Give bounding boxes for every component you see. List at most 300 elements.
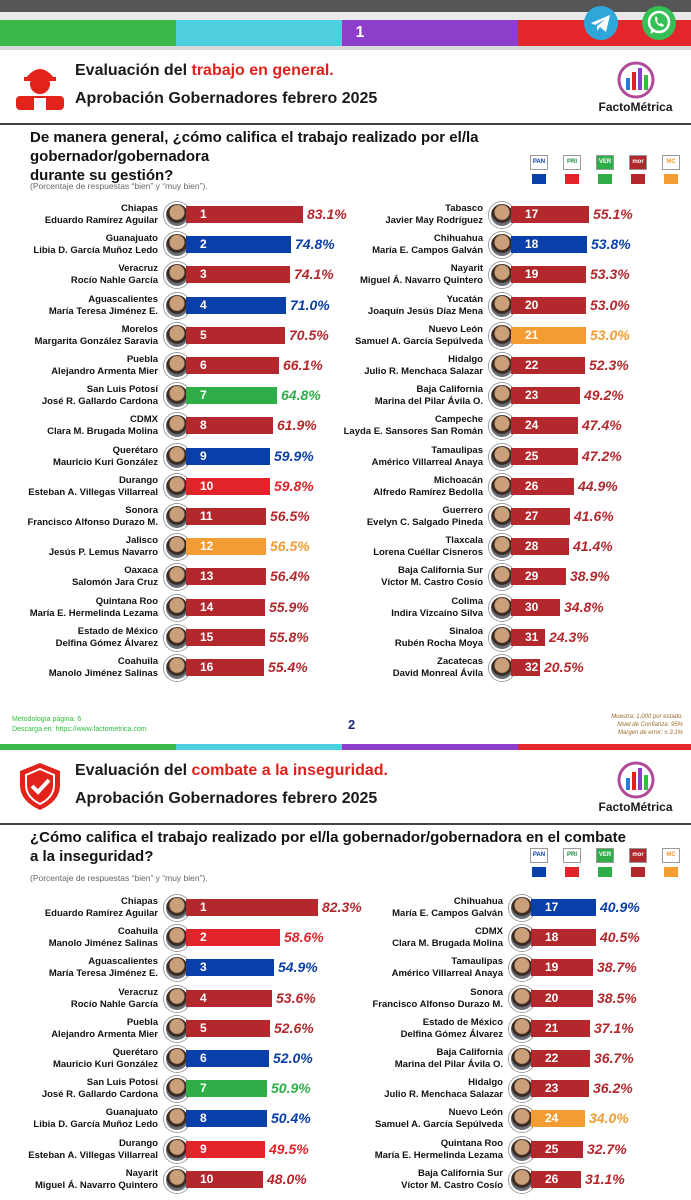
worker-icon (14, 60, 66, 112)
state-name: Nayarit (125, 1167, 158, 1179)
percent-label: 53.0% (590, 326, 630, 343)
percent-label: 56.5% (270, 538, 310, 555)
state-name: Sinaloa (449, 625, 483, 637)
title-highlight: combate a la inseguridad. (191, 762, 388, 779)
governor-name: Marina del Pilar Ávila O. (374, 396, 483, 408)
response-note: (Porcentaje de respuestas “bien” y “muy bien”). (30, 181, 208, 191)
response-note: (Porcentaje de respuestas “bien” y “muy bien”). (30, 873, 208, 883)
bar-11 (186, 508, 266, 525)
rank-number: 5 (200, 327, 207, 342)
rank-number: 2 (200, 930, 207, 945)
state-name: Morelos (121, 323, 158, 335)
governor-name: María E. Hermelinda Lezama (374, 1149, 503, 1161)
percent-label: 41.6% (574, 508, 614, 524)
rank-number: 22 (525, 358, 539, 372)
state-name: Nayarit (450, 263, 483, 275)
bar-5 (186, 1020, 270, 1037)
party-swatch-pri (565, 174, 579, 184)
party-logo-verde-icon: VER (596, 155, 614, 170)
governor-label (10, 953, 158, 983)
panel-subtitle: Aprobación Gobernadores febrero 2025 (75, 90, 378, 107)
top-bar (0, 0, 691, 46)
percent-label: 53.3% (590, 266, 630, 283)
governor-name: Rubén Rocha Moya (394, 637, 483, 649)
percent-label: 24.3% (549, 628, 589, 645)
party-legend-item-pan (530, 848, 548, 877)
rank-number: 6 (200, 1051, 207, 1065)
rank-number: 10 (200, 1171, 214, 1186)
percent-label: 52.0% (273, 1050, 313, 1066)
rank-number: 20 (545, 990, 559, 1005)
bar-17 (531, 899, 596, 916)
governor-label (10, 411, 158, 441)
state-name: Estado de México (422, 1016, 503, 1028)
bar-13 (186, 568, 266, 585)
state-name: Quintana Roo (440, 1137, 503, 1149)
governor-label (10, 593, 158, 623)
bar-12 (186, 538, 266, 555)
state-name: San Luis Potosí (86, 384, 158, 396)
governor-label (355, 953, 503, 983)
governor-name: Evelyn C. Salgado Pineda (366, 517, 483, 528)
state-name: Coahuila (117, 926, 158, 938)
percent-label: 55.1% (593, 206, 633, 222)
percent-label: 70.5% (289, 326, 329, 343)
state-name: Aguascalientes (88, 293, 158, 305)
panel-title (75, 762, 388, 780)
governor-label (10, 923, 158, 953)
state-name: Sonora (125, 505, 158, 516)
rank-number: 10 (200, 478, 214, 493)
governor-name: Alfredo Ramírez Bedolla (373, 486, 483, 498)
rank-number: 13 (200, 569, 214, 584)
governor-label (335, 321, 483, 351)
governor-name: Manolo Jiménez Salinas (48, 668, 158, 679)
state-name: Guerrero (442, 505, 483, 516)
question-line-2: durante su gestión? (30, 167, 174, 184)
governor-label (335, 291, 483, 321)
bar-29 (511, 568, 566, 585)
percent-label: 50.4% (271, 1110, 311, 1127)
percent-label: 56.4% (270, 568, 310, 585)
brand-name: FactoMétrica (598, 800, 673, 814)
confidence-note: Nivel de Confianza: 95% (617, 722, 683, 728)
governor-label (10, 442, 158, 472)
state-name: Chihuahua (433, 233, 483, 245)
governor-name: Eduardo Ramírez Aguilar (44, 215, 158, 226)
rank-number: 21 (545, 1020, 559, 1035)
sample-note: Muestra: 1,000 por estado. (611, 714, 683, 720)
governor-name: Américo Villarreal Anaya (371, 456, 483, 468)
percent-label: 82.3% (322, 899, 362, 915)
governor-label (335, 442, 483, 472)
rank-number: 16 (200, 660, 214, 674)
bar-23 (531, 1080, 589, 1097)
state-name: Querétaro (112, 1047, 158, 1058)
percent-label: 56.5% (270, 508, 310, 524)
color-band-cyan (176, 20, 342, 46)
percent-label: 49.5% (269, 1140, 309, 1157)
state-name: Nuevo León (448, 1107, 503, 1119)
percent-label: 59.9% (274, 447, 314, 464)
bar-16 (186, 659, 264, 676)
state-name: Yucatán (446, 293, 483, 305)
governor-label (335, 623, 483, 653)
governor-label (335, 502, 483, 532)
state-name: Chihuahua (453, 896, 503, 907)
governor-name: Víctor M. Castro Cosío (381, 577, 483, 589)
state-name: Colima (451, 595, 483, 607)
panel-header (0, 50, 691, 122)
party-logo-pri-icon: PRI (563, 848, 581, 863)
percent-label: 53.8% (591, 236, 631, 253)
panel-subtitle: Aprobación Gobernadores febrero 2025 (75, 790, 378, 807)
governor-name: Julio R. Menchaca Salazar (364, 366, 483, 377)
percent-label: 36.2% (593, 1080, 633, 1097)
party-swatch-pri (565, 867, 579, 877)
percent-label: 55.8% (269, 628, 309, 645)
governor-name: Víctor M. Castro Cosío (401, 1179, 503, 1191)
bar-10 (186, 478, 270, 495)
rank-number: 20 (525, 297, 539, 312)
state-name: CDMX (475, 926, 503, 938)
bar-10 (186, 1171, 263, 1188)
bar-15 (186, 629, 265, 646)
state-name: Sonora (470, 986, 503, 998)
percent-label: 66.1% (283, 357, 323, 373)
rank-number: 3 (200, 267, 207, 282)
rank-number: 19 (545, 960, 559, 975)
state-name: Campeche (434, 414, 483, 426)
bar-7 (186, 1080, 267, 1097)
governor-label (335, 200, 483, 230)
state-name: Baja California Sur (398, 565, 483, 577)
party-logo-pri-icon: PRI (563, 155, 581, 170)
governor-name: Delfina Gómez Álvarez (400, 1028, 503, 1040)
governor-name: Eduardo Ramírez Aguilar (44, 908, 158, 919)
rank-number: 2 (200, 237, 207, 252)
panel-title (75, 62, 334, 80)
rank-number: 23 (525, 388, 539, 403)
percent-label: 55.4% (268, 659, 308, 675)
rank-number: 3 (200, 960, 207, 975)
governor-name: Joaquín Jesús Díaz Mena (367, 305, 483, 317)
governor-label (335, 562, 483, 592)
percent-label: 32.7% (587, 1140, 627, 1157)
party-logo-morena-icon: mor (629, 155, 647, 170)
governor-name: Marina del Pilar Ávila O. (394, 1059, 503, 1070)
governor-label (335, 351, 483, 381)
rank-number: 4 (200, 297, 207, 312)
party-swatch-verde (598, 867, 612, 877)
header-divider (0, 123, 691, 125)
shield-check-icon (14, 760, 66, 812)
logo-chart-icon (588, 758, 683, 800)
percent-label: 74.8% (295, 236, 335, 253)
party-legend-item-pri (563, 155, 581, 184)
percent-label: 50.9% (271, 1080, 311, 1097)
percent-label: 47.4% (582, 417, 622, 434)
governor-name: Indira Vizcaíno Silva (391, 607, 483, 619)
percent-label: 36.7% (594, 1050, 634, 1066)
governor-label (335, 411, 483, 441)
rank-number: 18 (525, 237, 539, 252)
governor-label (10, 1135, 158, 1165)
governor-label (10, 532, 158, 562)
rank-number: 24 (525, 418, 539, 433)
rank-number: 1 (200, 900, 207, 914)
party-logo-morena-icon: mor (629, 848, 647, 863)
governor-name: Manolo Jiménez Salinas (48, 938, 158, 950)
rank-number: 17 (525, 207, 539, 221)
bar-20 (531, 990, 593, 1007)
governor-name: Margarita González Saravia (34, 335, 158, 347)
panel-header (0, 750, 691, 822)
rank-number: 25 (525, 448, 539, 463)
state-name: Guanajuato (105, 1107, 158, 1119)
percent-label: 40.9% (600, 899, 640, 915)
state-name: Baja California (436, 1047, 503, 1058)
percent-label: 64.8% (281, 387, 321, 404)
governor-name: Miguel Á. Navarro Quintero (35, 1179, 158, 1191)
error-margin-note: Margen de error: ± 3.1% (618, 730, 683, 736)
state-name: Oaxaca (124, 565, 158, 577)
governor-label (355, 1135, 503, 1165)
governor-name: David Monreal Ávila (392, 668, 483, 679)
state-name: Hidalgo (448, 354, 483, 365)
governor-label (335, 653, 483, 683)
governor-label (10, 1044, 158, 1074)
party-legend-item-verde (596, 848, 614, 877)
percent-label: 47.2% (582, 447, 622, 464)
party-legend-item-morena (629, 848, 647, 877)
state-name: Tlaxcala (445, 535, 483, 547)
percent-label: 53.0% (590, 296, 630, 313)
governor-label (335, 230, 483, 260)
state-name: Tamaulipas (431, 444, 483, 456)
percent-label: 49.2% (584, 387, 624, 404)
bar-26 (511, 478, 574, 495)
percent-label: 52.6% (274, 1019, 314, 1036)
party-swatch-morena (631, 867, 645, 877)
governor-name: Alejandro Armenta Mier (51, 1028, 158, 1040)
governor-label (10, 893, 158, 923)
percent-label: 74.1% (294, 266, 334, 283)
governor-label (10, 230, 158, 260)
party-swatch-pan (532, 867, 546, 877)
party-legend-item-mc (662, 155, 680, 184)
rank-number: 8 (200, 1111, 207, 1126)
rank-number: 9 (200, 448, 207, 463)
bar-9 (186, 1141, 265, 1158)
percent-label: 44.9% (578, 477, 618, 494)
governor-name: Jesús P. Lemus Navarro (48, 547, 158, 559)
state-name: Baja California (416, 384, 483, 396)
rank-number: 9 (200, 1141, 207, 1156)
factometrica-logo (588, 58, 683, 118)
governor-name: Libia D. García Muñoz Ledo (33, 245, 158, 257)
party-swatch-morena (631, 174, 645, 184)
governor-label (10, 1014, 158, 1044)
whatsapp-icon[interactable] (640, 4, 678, 42)
telegram-icon[interactable] (582, 4, 620, 42)
percent-label: 53.6% (276, 989, 316, 1006)
bar-14 (186, 599, 265, 616)
governor-label (10, 200, 158, 230)
governor-name: Javier May Rodríguez (385, 215, 483, 226)
bar-4 (186, 990, 272, 1007)
percent-label: 38.7% (597, 959, 637, 976)
bar-18 (511, 236, 587, 253)
bar-27 (511, 508, 570, 525)
governor-name: José R. Gallardo Cardona (41, 1089, 158, 1101)
governor-label (10, 1074, 158, 1104)
governor-name: Rocío Nahle García (70, 998, 158, 1010)
bar-17 (511, 206, 589, 223)
party-legend-item-mc (662, 848, 680, 877)
rank-number: 17 (545, 900, 559, 914)
state-name: Veracruz (118, 986, 158, 998)
panel-general-approval (0, 50, 691, 744)
governor-name: Salomón Jara Cruz (71, 577, 158, 589)
state-name: San Luis Potosí (86, 1077, 158, 1089)
percent-label: 20.5% (544, 659, 584, 675)
governor-name: Clara M. Brugada Molina (392, 938, 503, 950)
rank-number: 22 (545, 1051, 559, 1065)
governor-label (355, 1165, 503, 1195)
governor-label (10, 984, 158, 1014)
rank-number: 32 (525, 660, 539, 674)
panel-security-approval (0, 750, 691, 1200)
governor-label (10, 260, 158, 290)
bar-20 (511, 297, 586, 314)
governor-name: María E. Hermelinda Lezama (29, 607, 158, 619)
rank-number: 24 (545, 1111, 559, 1126)
panel-footer (0, 714, 691, 736)
bar-21 (511, 327, 586, 344)
party-legend-item-pan (530, 155, 548, 184)
party-swatch-mc (664, 174, 678, 184)
bar-18 (531, 929, 596, 946)
percent-label: 31.1% (585, 1170, 625, 1187)
state-name: Puebla (126, 354, 158, 365)
bar-24 (511, 417, 578, 434)
bar-19 (511, 266, 586, 283)
top-page-number: 1 (355, 24, 365, 41)
governor-name: Francisco Alfonso Durazo M. (27, 517, 158, 528)
party-swatch-pan (532, 174, 546, 184)
percent-label: 71.0% (290, 296, 330, 313)
governor-label (335, 260, 483, 290)
governor-name: José R. Gallardo Cardona (41, 396, 158, 408)
bar-21 (531, 1020, 590, 1037)
governor-label (335, 532, 483, 562)
rank-number: 23 (545, 1081, 559, 1096)
rank-number: 30 (525, 599, 539, 614)
percent-label: 59.8% (274, 477, 314, 494)
party-swatch-verde (598, 174, 612, 184)
state-name: Hidalgo (468, 1077, 503, 1089)
governor-name: María Teresa Jiménez E. (48, 968, 158, 980)
governor-name: Américo Villarreal Anaya (391, 968, 503, 980)
rank-number: 7 (200, 388, 207, 403)
rank-number: 15 (200, 629, 214, 644)
bar-6 (186, 1050, 269, 1067)
rank-number: 29 (525, 569, 539, 584)
governor-name: Esteban A. Villegas Villarreal (28, 486, 158, 498)
governor-label (335, 593, 483, 623)
governor-label (10, 1104, 158, 1134)
governor-name: Esteban A. Villegas Villarreal (28, 1149, 158, 1161)
state-name: Nuevo León (428, 323, 483, 335)
governor-name: Mauricio Kuri González (52, 456, 158, 468)
methodology-note: Metodología página: 6 (12, 716, 82, 723)
rank-number: 8 (200, 418, 207, 433)
rank-number: 11 (200, 509, 213, 523)
governor-name: Clara M. Brugada Molina (47, 426, 158, 438)
governor-label (335, 472, 483, 502)
state-name: Guanajuato (105, 233, 158, 245)
governor-name: Rocío Nahle García (70, 275, 158, 287)
rank-number: 4 (200, 990, 207, 1005)
rank-number: 1 (200, 207, 207, 221)
state-name: Chiapas (121, 896, 158, 907)
party-swatch-mc (664, 867, 678, 877)
bar-22 (511, 357, 585, 374)
percent-label: 52.3% (589, 357, 629, 373)
party-logo-pan-icon: PAN (530, 848, 548, 863)
bar-23 (511, 387, 580, 404)
percent-label: 58.6% (284, 929, 324, 946)
logo-chart-icon (588, 58, 683, 100)
governor-name: Alejandro Armenta Mier (51, 366, 158, 377)
rank-number: 31 (525, 629, 539, 644)
state-name: Tamaulipas (451, 956, 503, 968)
party-logo-mc-icon: MC (662, 155, 680, 170)
header-divider (0, 823, 691, 825)
brand-name: FactoMétrica (598, 100, 673, 114)
percent-label: 37.1% (594, 1019, 634, 1036)
rank-number: 5 (200, 1020, 207, 1035)
governor-label (10, 351, 158, 381)
rank-number: 26 (525, 478, 539, 493)
download-link[interactable]: Descarga en: https://www.factometrica.com (12, 726, 147, 733)
rank-number: 26 (545, 1171, 559, 1186)
percent-label: 55.9% (269, 598, 309, 615)
party-legend-item-morena (629, 155, 647, 184)
rank-number: 6 (200, 358, 207, 372)
governor-label (10, 472, 158, 502)
state-name: Durango (118, 1137, 158, 1149)
governor-label (355, 893, 503, 923)
governor-name: Delfina Gómez Álvarez (55, 637, 158, 649)
question-line-1: De manera general, ¿cómo califica el trabajo realizado por el/la gobernador/gobernadora (30, 129, 479, 165)
state-name: Baja California Sur (418, 1167, 503, 1179)
bar-19 (531, 959, 593, 976)
governor-label (10, 291, 158, 321)
question-line-2: a la inseguridad? (30, 848, 154, 865)
percent-label: 54.9% (278, 959, 318, 976)
state-name: Quintana Roo (95, 595, 158, 607)
governor-name: Layda E. Sansores San Román (343, 426, 483, 438)
state-name: Puebla (126, 1016, 158, 1028)
rank-number: 28 (525, 539, 539, 554)
governor-label (355, 1104, 503, 1134)
governor-name: Libia D. García Muñoz Ledo (33, 1119, 158, 1131)
state-name: Veracruz (118, 263, 158, 275)
title-highlight: trabajo en general. (191, 62, 334, 79)
governor-name: Samuel A. García Sepúlveda (375, 1119, 503, 1131)
